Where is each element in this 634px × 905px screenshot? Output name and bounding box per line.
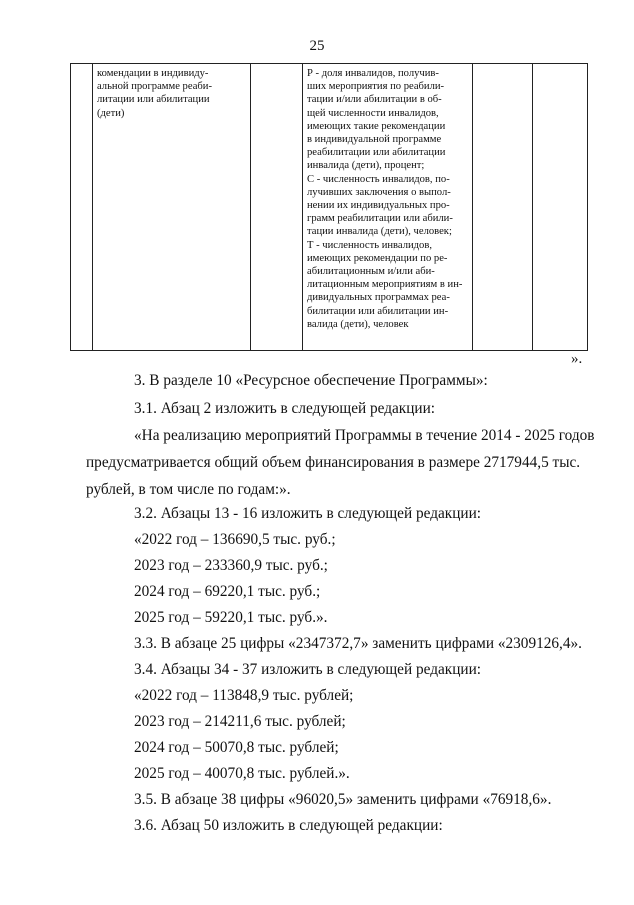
paragraph: «2022 год – 136690,5 тыс. руб.; bbox=[134, 531, 336, 548]
table-cell-unit bbox=[251, 64, 303, 351]
paragraph: 2025 год – 40070,8 тыс. рублей.». bbox=[134, 765, 350, 782]
paragraph: 2024 год – 50070,8 тыс. рублей; bbox=[134, 739, 339, 756]
paragraph: 3. В разделе 10 «Ресурсное обеспечение Программы»: bbox=[134, 372, 488, 389]
table-cell-source bbox=[533, 64, 588, 351]
paragraph: 2023 год – 233360,9 тыс. руб.; bbox=[134, 557, 328, 574]
paragraph: 3.4. Абзацы 34 - 37 изложить в следующей редакции: bbox=[134, 661, 482, 678]
paragraph: 2025 год – 59220,1 тыс. руб.». bbox=[134, 609, 328, 626]
table-row bbox=[71, 64, 588, 351]
paragraph: 3.5. В абзаце 38 цифры «96020,5» заменить цифрами «76918,6». bbox=[134, 791, 552, 808]
page-number: 25 bbox=[309, 38, 325, 54]
table-cell-number bbox=[71, 64, 93, 351]
paragraph-line: предусматривается общий объем финансирования в размере 2717944,5 тыс. bbox=[86, 454, 581, 471]
paragraph: 2024 год – 69220,1 тыс. руб.; bbox=[134, 583, 321, 600]
closing-quote: ». bbox=[571, 351, 583, 367]
paragraph: 2023 год – 214211,6 тыс. рублей; bbox=[134, 713, 346, 730]
paragraph: 3.1. Абзац 2 изложить в следующей редакции: bbox=[134, 400, 436, 417]
paragraph: 3.2. Абзацы 13 - 16 изложить в следующей редакции: bbox=[134, 505, 482, 522]
paragraph-line: «На реализацию мероприятий Программы в течение 2014 - 2025 годов bbox=[134, 427, 595, 444]
paragraph: 3.6. Абзац 50 изложить в следующей редакции: bbox=[134, 817, 443, 834]
paragraph-line: рублей, в том числе по годам:». bbox=[86, 481, 291, 498]
paragraph: «2022 год – 113848,9 тыс. рублей; bbox=[134, 687, 354, 704]
continuation-table bbox=[70, 63, 588, 351]
table-cell-indicator: комендации в индивиду- альной программе реаби- литации или абилитации (дети) bbox=[93, 64, 251, 351]
table-cell-value bbox=[473, 64, 533, 351]
paragraph: 3.3. В абзаце 25 цифры «2347372,7» заменить цифрами «2309126,4». bbox=[134, 635, 582, 652]
table-cell-formula: Р - доля инвалидов, получив- ших мероприятия по реабили- тации и/или абилитации в об- щей численности инвалидов, имеющих такие рекомендации в индивидуальной программе реабилитации или абилитации инвалида (дети), процент; С - численность инвалидов, по- лучивших заключения о выпол- нении их индивидуальных про- грамм реабилитации или абили- тации инвалида (дети), человек; Т - численность инвалидов, имеющих рекомендации по ре- абилитационным и/или аби- литационным мероприятиям в ин- дивидуальных программах реа- билитации или абилитации ин- валида (дети), человек bbox=[303, 64, 473, 351]
